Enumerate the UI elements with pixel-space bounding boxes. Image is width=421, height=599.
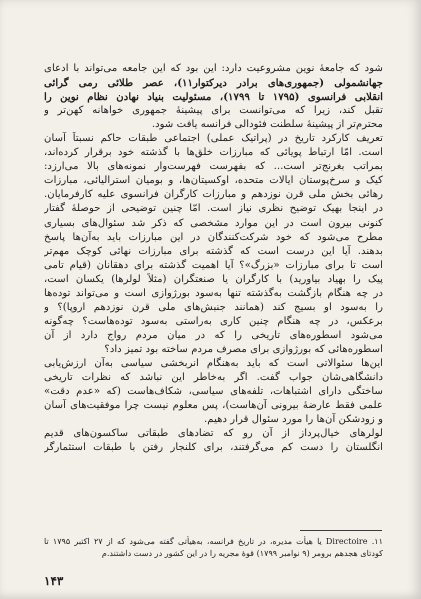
text-line: بمراتب بغرنج‌تر است... که بفهرست فهرست‌وار نمونه‌های بالا می‌ارزد: — [44, 161, 383, 173]
text-line: تعریف کارکرد تاریخ در (پراتیک عملی) اجتماعی طبقات حاکم نسبتاً آسان — [44, 133, 383, 145]
page-number: ۱۴۳ — [44, 574, 64, 588]
text-line: بدهند. آیا این درست است که گذشته برای مبارزات نهائی کوچک مهم‌تر — [44, 245, 383, 257]
text-line: جهانشمولی (جمهوری‌های برادر دیرکتوار۱۱)، عصر طلائی رمی گرائی — [44, 77, 383, 90]
text-line: است. امّا ارتباط پویائی که مبارزات خلق‌ها با گذشته خود برقرار کرده‌اند، — [44, 147, 383, 159]
text-line: می‌شود اسطوره‌های تاریخی را که در میان مردم رواج دارد از آن — [44, 329, 383, 341]
text-line: را به‌سود او بسیج کند (همانند جنبش‌های ملی قرن نوزدهم اروپا)؟ و — [44, 301, 383, 313]
text-line: تقبل کند، زیرا که می‌توانست برای پیشینهٔ جمهوری خواهانه کهن‌تر و — [44, 105, 383, 117]
text-line: کنونی بیرون است در این موارد مشخصی که ذکر شد سئوال‌های بسیاری — [44, 217, 383, 229]
text-line: علمی فقط عارضهٔ بیرونی آن‌هاست)، پس معلوم نیست چرا موفقیت‌های آسان — [44, 400, 383, 412]
text-line: در اینجا بهیک توضیح نظری نیاز است. امّا چنین توضیحی از حوصلهٔ گفتار — [44, 203, 383, 215]
text-line: لولرهای خیال‌پرداز از آن رو که تضادهای طبقاتی ساکسون‌های قدیم — [44, 428, 383, 440]
text-line: پیک را بهیاد بیاورید) با کارگران یا صنعتگران (مثلاً لولرها) یکسان است، — [44, 273, 383, 285]
text-line: ساختگی دارای اشتباهات، تلفه‌های سیاسی، شکاف‌هاست (که «عدم دقت» — [44, 386, 383, 398]
text-line: این‌ها سئوالاتی است که باید به‌هنگام انربخشی سیاسی به‌آن ارزش‌یابی — [44, 357, 383, 369]
text-line: انقلابی فرانسوی (۱۷۹۵ تا ۱۷۹۹)، مسئولیت بنیاد نهادن نظام نوین را — [44, 91, 383, 104]
text-line: کیک و سرخ‌پوستان ایالات متحده، اوکسیتان‌ها، و بومیان استرالیائی، مبارزات — [44, 175, 383, 187]
text-line: است تا برای مبارزات «بزرگ»؟ آیا اهمیت گذشته برای دهقانان (قیام تامی — [44, 259, 383, 271]
text-line: انگلستان را دست کم می‌گرفتند، برای کلنجار رفتن با طبقات استثمارگر — [44, 442, 383, 454]
text-line: محترم‌تر از پیشینهٔ سلطنت فئودالی فرانسه یافت شود. — [151, 119, 383, 131]
text-line: اسطوره‌هائی که بورژوازی برای مصرف مردم ساخته بود تمیز داد؟ — [104, 343, 383, 355]
footnote-line: کودتای هجدهم برومر (۹ نوامبر ۱۷۹۹) قوهٔ مجریه را در این کشور در دست داشتند.م — [101, 547, 383, 558]
text-line: رهائی بخش ملی قرن نوزدهم و مبارزات کارگران فرانسوی علیه کارفرمایان. — [44, 189, 383, 201]
text-line: مطرح می‌شود که خود شرکت‌کنندگان در این مبارزات باید به‌آن‌ها پاسخ — [44, 231, 383, 243]
body-text — [44, 62, 383, 455]
text-line: و زودشکن آن‌ها را مورد سئوال قرار دهیم. — [204, 414, 383, 426]
footnote-divider — [300, 530, 382, 531]
text-line: در چه هنگام بازگشت به‌گذشته تنها به‌سود بورژوازی است و می‌تواند توده‌ها — [44, 287, 383, 299]
footnote-line: ۱۱. Directoire یا هیأت مدیره، در تاریخ فرانسه، به‌هیأتی گفته می‌شود که از ۲۷ اکتبر ۱۷۹۵ تا — [44, 536, 383, 546]
footnotes — [44, 536, 383, 559]
text-line: شود که جامعهٔ نوین مشروعیت دارد: این بود که این جامعه می‌تواند با ادعای — [44, 63, 383, 74]
text-line: برعکس، در چه هنگام چنین کاری به‌راستی به‌سود توده‌هاست؟ چه‌گونه — [44, 315, 383, 327]
text-line: دانشگاهی‌شان جواب گفت. اگر به‌خاطر این نباشد که نظرات تاریخی — [44, 372, 383, 384]
